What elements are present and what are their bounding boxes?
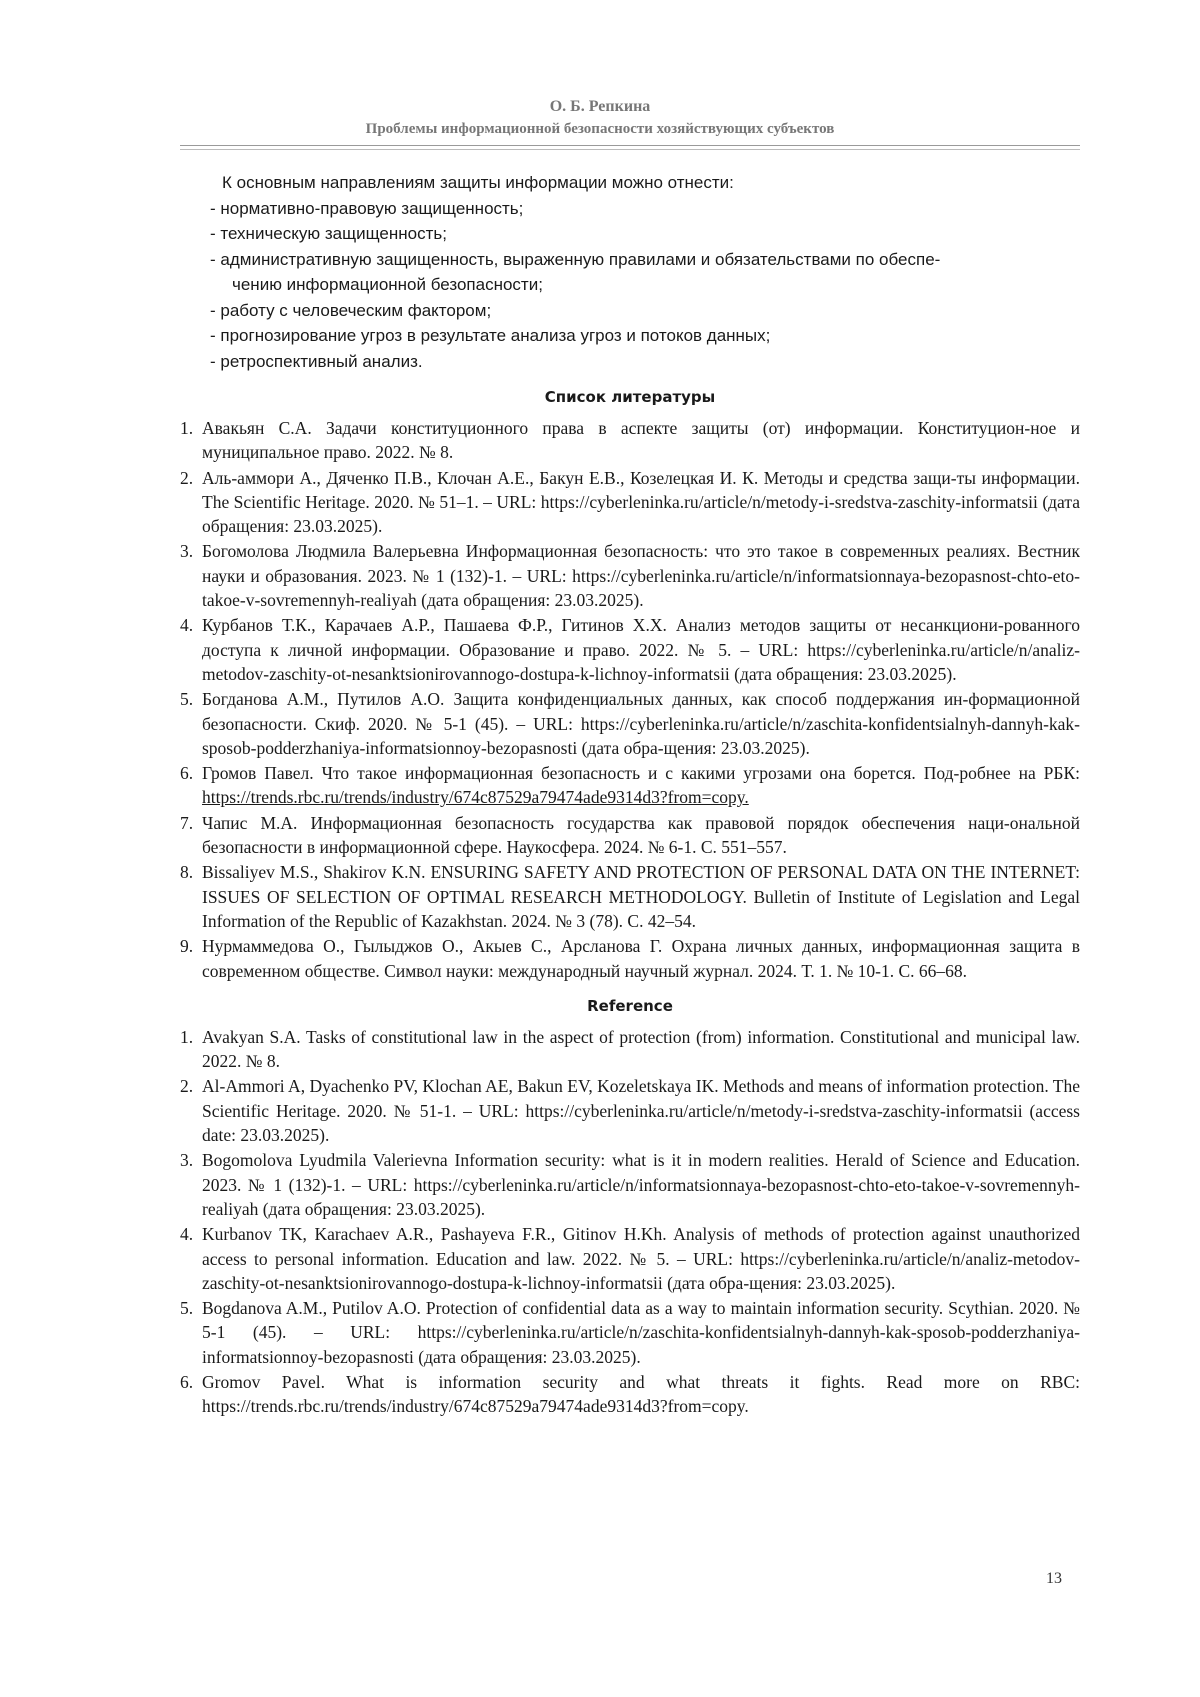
ref-number: 6. <box>180 763 194 784</box>
intro-item <box>180 247 1080 298</box>
ref-text: Авакьян С.А. Задачи конституционного права в аспекте защиты (от) информации. Конституцион-ное и муниципальное право. 2022. № 8. <box>202 418 1080 463</box>
ref-text: Нурмаммедова О., Гылыджов О., Акыев С., Арсланова Г. Охрана личных данных, информационная защита в современном обществе. Символ науки: международный научный журнал. 2024. Т. 1. № 10-1. С. 66–68. <box>202 936 1080 981</box>
ref-text: Gromov Pavel. What is information security and what threats it fights. Read more on RBC: https://trends.rbc.ru/trends/industry/674c87529a79474ade9314d3?from=copy. <box>202 1371 1080 1417</box>
intro-item: - техническую защищенность; <box>210 224 447 243</box>
article-body <box>180 170 1080 1420</box>
literature-list <box>180 416 1080 983</box>
ref-text: Kurbanov TK, Karachaev A.R., Pashayeva F.R., Gitinov H.Kh. Analysis of methods of protection against unauthorized access to personal information. Education and law. 2022. № 5. – URL: https://cyberleninka.ru/article/n/analiz-metodov-zaschity-ot-nesanktsionirovannogo-dostupa-k-lichnoy-informatsii (дата обра-щения: 23.03.2025). <box>202 1224 1080 1293</box>
ref-text: Аль-аммори А., Дяченко П.В., Клочан А.Е., Бакун Е.В., Козелецкая И. К. Методы и средства защи-ты информации. The Scientific Heritage. 2020. № 51–1. – URL: https://cyberleninka.ru/article/n/metody-i-sredstva-zaschity-informatsii (дата обращения: 23.03.2025). <box>202 467 1080 537</box>
literature-item <box>180 416 1080 465</box>
literature-item <box>180 539 1080 612</box>
ref-text: Курбанов Т.К., Карачаев А.Р., Пашаева Ф.Р., Гитинов Х.Х. Анализ методов защиты от несанкциони-рованного доступа к личной информации. Образование и право. 2022. № 5. – URL: https://cyberleninka.ru/article/n/analiz-metodov-zaschity-ot-nesanktsionirovannogo-dostupa-k-lichnoy-informatsii (дата обращения: 23.03.2025). <box>202 615 1080 684</box>
ref-number: 1. <box>180 418 194 438</box>
ref-number: 5. <box>180 1298 194 1319</box>
ref-number: 5. <box>180 689 194 710</box>
literature-item <box>180 613 1080 686</box>
ref-number: 3. <box>180 541 194 562</box>
literature-item <box>180 466 1080 539</box>
ref-text: Чапис М.А. Информационная безопасность государства как правовой порядок обеспечения наци-ональной безопасности в информационной сфере. Наукосфера. 2024. № 6-1. С. 551–557. <box>202 812 1080 858</box>
intro-paragraph <box>180 170 1080 374</box>
ref-number: 2. <box>180 467 194 488</box>
ref-text: Громов Павел. Что такое информационная безопасность и с какими угрозами она борется. Под-робнее на РБК: <box>202 763 1080 784</box>
running-header <box>0 96 1200 140</box>
ref-number: 3. <box>180 1150 194 1171</box>
ref-number: 2. <box>180 1076 194 1097</box>
reference-item <box>180 1074 1080 1147</box>
ref-text: Богданова А.М., Путилов А.О. Защита конфиденциальных данных, как способ поддержания ин-формационной безопасности. Скиф. 2020. № 5-1 (45). – URL: https://cyberleninka.ru/article/n/zaschita-konfidentsialnyh-dannyh-kak-sposob-podderzhaniya-informatsionnoy-bezopasnosti (дата обра-щения: 23.03.2025). <box>202 689 1080 758</box>
ref-number: 4. <box>180 615 194 636</box>
literature-item <box>180 811 1080 860</box>
ref-number: 6. <box>180 1371 194 1392</box>
ref-text: Богомолова Людмила Валерьевна Информационная безопасность: что это такое в современных реалиях. Вестник науки и образования. 2023. № 1 (132)-1. – URL: https://cyberleninka.ru/article/n/informatsionnaya-bezopasnost-chto-eto-takoe-v-sovremennyh-realiyah (дата обращения: 23.03.2025). <box>202 541 1080 611</box>
ref-text: Bissaliyev M.S., Shakirov K.N. ENSURING SAFETY AND PROTECTION OF PERSONAL DATA ON THE INTERNET: ISSUES OF SELECTION OF OPTIMAL RESEARCH METHODOLOGY. Bulletin of Institute of Legislation and Legal Information of the Republic of Kazakhstan. 2024. № 3 (78). С. 42–54. <box>202 862 1080 931</box>
header-title: Проблемы информационной безопасности хозяйствующих субъектов <box>365 121 835 137</box>
intro-item: - нормативно-правовую защищенность; <box>210 198 524 218</box>
intro-item: - прогнозирование угроз в результате анализа угроз и потоков данных; <box>210 326 771 345</box>
ref-text: Bogomolova Lyudmila Valerievna Information security: what is it in modern realities. Herald of Science and Education. 2023. № 1 (132)-1. – URL: https://cyberleninka.ru/article/n/informatsionnaya-bezopasnost-chto-eto-takoe-v-sovremennyh-realiyah (дата обращения: 23.03.2025). <box>202 1150 1080 1219</box>
literature-item <box>180 860 1080 933</box>
page-number: 13 <box>1046 1570 1062 1587</box>
literature-item <box>180 934 1080 983</box>
reference-item <box>180 1148 1080 1221</box>
literature-title: Список литературы <box>544 388 716 406</box>
rbc-link[interactable]: https://trends.rbc.ru/trends/industry/674c87529a79474ade9314d3?from=copy. <box>202 787 749 808</box>
reference-item <box>180 1222 1080 1295</box>
intro-item: - ретроспективный анализ. <box>210 351 423 371</box>
intro-item: - работу с человеческим фактором; <box>210 300 492 320</box>
ref-number: 8. <box>180 862 194 883</box>
literature-item <box>180 761 1080 810</box>
header-author: О. Б. Репкина <box>549 98 651 115</box>
reference-title: Reference <box>587 996 673 1015</box>
intro-item-continuation: чению информационной безопасности; <box>232 275 543 294</box>
ref-number: 4. <box>180 1224 194 1245</box>
literature-item <box>180 687 1080 760</box>
ref-text: Al-Ammori A, Dyachenko PV, Klochan AE, Bakun EV, Kozeletskaya IK. Methods and means of information protection. The Scientific Heritage. 2020. № 51-1. – URL: https://cyberleninka.ru/article/n/metody-i-sredstva-zaschity-informatsii (access date: 23.03.2025). <box>202 1076 1080 1146</box>
reference-item <box>180 1025 1080 1074</box>
ref-text: Avakyan S.A. Tasks of constitutional law in the aspect of protection (from) information. Constitutional and municipal law. 2022. № 8. <box>202 1026 1080 1072</box>
header-rule <box>180 145 1080 146</box>
ref-number: 9. <box>180 936 194 957</box>
header-rule-thin <box>180 149 1080 150</box>
reference-item <box>180 1370 1080 1419</box>
intro-lead: К основным направлениям защиты информации можно отнести: <box>222 173 734 192</box>
ref-number: 7. <box>180 812 194 833</box>
intro-item-text: - административную защищенность, выраженную правилами и обязательствами по обеспе- <box>210 249 941 269</box>
reference-list <box>180 1025 1080 1419</box>
ref-number: 1. <box>180 1026 194 1047</box>
ref-text: Bogdanova A.M., Putilov A.O. Protection of confidential data as a way to maintain information security. Scythian. 2020. № 5-1 (45). – URL: https://cyberleninka.ru/article/n/zaschita-konfidentsialnyh-dannyh-kak-sposob-podderzhaniya-informatsionnoy-bezopasnosti (дата обращения: 23.03.2025). <box>202 1298 1080 1367</box>
reference-item <box>180 1296 1080 1369</box>
